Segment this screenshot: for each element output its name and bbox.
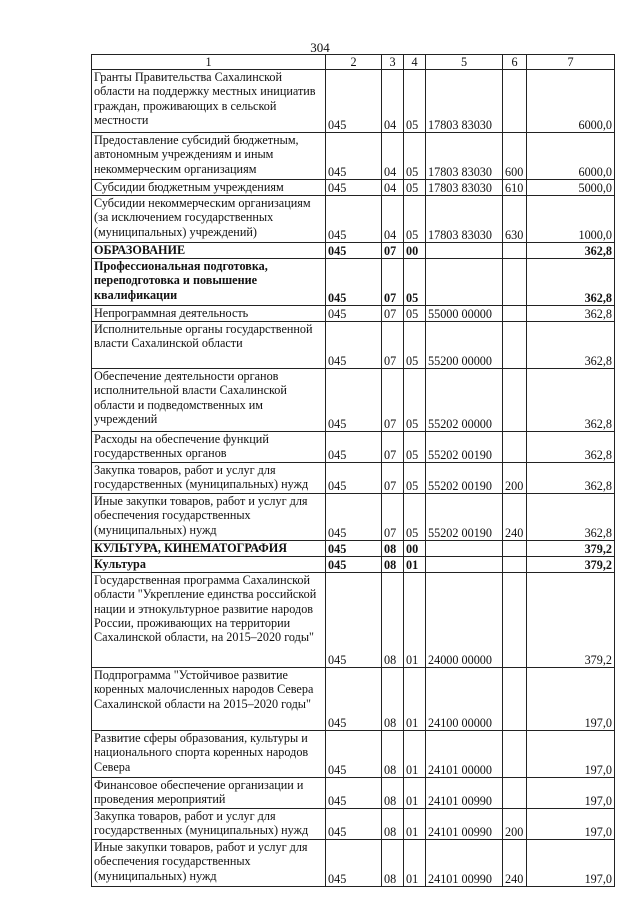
row-subsection: 05 bbox=[404, 180, 426, 196]
row-admin-code: 045 bbox=[326, 369, 382, 432]
row-target-code: 17803 83030 bbox=[426, 70, 503, 133]
table-row bbox=[92, 840, 615, 887]
table-row bbox=[92, 322, 615, 369]
row-expense-type bbox=[503, 573, 527, 668]
column-header: 4 bbox=[404, 55, 426, 70]
row-target-code: 55202 00190 bbox=[426, 463, 503, 494]
row-subsection: 01 bbox=[404, 573, 426, 668]
row-amount: 362,8 bbox=[527, 463, 615, 494]
row-amount: 362,8 bbox=[527, 243, 615, 259]
row-target-code: 24101 00990 bbox=[426, 809, 503, 840]
row-section: 08 bbox=[382, 731, 404, 778]
row-name: Иные закупки товаров, работ и услуг для обеспечения государственных (муниципальных) нужд bbox=[92, 840, 326, 887]
column-header: 5 bbox=[426, 55, 503, 70]
row-section: 07 bbox=[382, 243, 404, 259]
table-row bbox=[92, 196, 615, 243]
row-target-code: 55202 00190 bbox=[426, 494, 503, 541]
row-section: 07 bbox=[382, 259, 404, 306]
row-amount: 362,8 bbox=[527, 432, 615, 463]
row-name: Гранты Правительства Сахалинской области на поддержку местных инициатив граждан, проживающих в сельской местности bbox=[92, 70, 326, 133]
row-amount: 1000,0 bbox=[527, 196, 615, 243]
row-target-code: 24000 00000 bbox=[426, 573, 503, 668]
row-name: Непрограммная деятельность bbox=[92, 306, 326, 322]
row-admin-code: 045 bbox=[326, 668, 382, 731]
row-section: 08 bbox=[382, 809, 404, 840]
row-target-code: 55200 00000 bbox=[426, 322, 503, 369]
table-row bbox=[92, 809, 615, 840]
header-row bbox=[92, 55, 615, 70]
row-amount: 197,0 bbox=[527, 778, 615, 809]
row-section: 08 bbox=[382, 668, 404, 731]
row-section: 08 bbox=[382, 573, 404, 668]
row-expense-type: 610 bbox=[503, 180, 527, 196]
row-expense-type bbox=[503, 369, 527, 432]
row-name: Исполнительные органы государственной власти Сахалинской области bbox=[92, 322, 326, 369]
row-subsection: 05 bbox=[404, 369, 426, 432]
row-name: Субсидии некоммерческим организациям (за исключением государственных (муниципальных) учреждений) bbox=[92, 196, 326, 243]
row-subsection: 05 bbox=[404, 463, 426, 494]
row-amount: 362,8 bbox=[527, 322, 615, 369]
row-admin-code: 045 bbox=[326, 809, 382, 840]
row-admin-code: 045 bbox=[326, 840, 382, 887]
row-amount: 197,0 bbox=[527, 809, 615, 840]
row-section: 08 bbox=[382, 778, 404, 809]
row-subsection: 05 bbox=[404, 133, 426, 180]
row-admin-code: 045 bbox=[326, 306, 382, 322]
budget-table bbox=[91, 54, 615, 887]
row-admin-code: 045 bbox=[326, 557, 382, 573]
column-header: 1 bbox=[92, 55, 326, 70]
row-expense-type bbox=[503, 668, 527, 731]
row-name: Расходы на обеспечение функций государственных органов bbox=[92, 432, 326, 463]
row-subsection: 05 bbox=[404, 259, 426, 306]
row-subsection: 01 bbox=[404, 731, 426, 778]
row-target-code: 17803 83030 bbox=[426, 196, 503, 243]
row-target-code bbox=[426, 557, 503, 573]
table-row bbox=[92, 731, 615, 778]
row-section: 08 bbox=[382, 557, 404, 573]
table-row bbox=[92, 70, 615, 133]
table-row bbox=[92, 306, 615, 322]
row-section: 04 bbox=[382, 70, 404, 133]
row-name: Предоставление субсидий бюджетным, автономным учреждениям и иным некоммерческим организациям bbox=[92, 133, 326, 180]
row-amount: 197,0 bbox=[527, 668, 615, 731]
row-amount: 379,2 bbox=[527, 573, 615, 668]
row-name: КУЛЬТУРА, КИНЕМАТОГРАФИЯ bbox=[92, 541, 326, 557]
row-expense-type bbox=[503, 541, 527, 557]
row-subsection: 00 bbox=[404, 541, 426, 557]
row-section: 07 bbox=[382, 463, 404, 494]
row-admin-code: 045 bbox=[326, 573, 382, 668]
row-section: 04 bbox=[382, 196, 404, 243]
row-admin-code: 045 bbox=[326, 432, 382, 463]
row-admin-code: 045 bbox=[326, 70, 382, 133]
row-amount: 362,8 bbox=[527, 369, 615, 432]
row-name: Подпрограмма "Устойчивое развитие коренных малочисленных народов Севера Сахалинской области на 2015–2020 годы" bbox=[92, 668, 326, 731]
row-name: Государственная программа Сахалинской области "Укрепление единства российской нации и этнокультурное развитие народов России, проживающих на территории Сахалинской области, на 2015–2020 годы" bbox=[92, 573, 326, 668]
row-name: Субсидии бюджетным учреждениям bbox=[92, 180, 326, 196]
row-target-code bbox=[426, 259, 503, 306]
row-expense-type bbox=[503, 243, 527, 259]
row-amount: 197,0 bbox=[527, 731, 615, 778]
row-section: 08 bbox=[382, 840, 404, 887]
row-subsection: 05 bbox=[404, 70, 426, 133]
row-expense-type: 630 bbox=[503, 196, 527, 243]
row-amount: 6000,0 bbox=[527, 70, 615, 133]
row-name: Обеспечение деятельности органов исполнительной власти Сахалинской области и подведомственных им учреждений bbox=[92, 369, 326, 432]
row-name: ОБРАЗОВАНИЕ bbox=[92, 243, 326, 259]
table-row bbox=[92, 463, 615, 494]
row-target-code: 55000 00000 bbox=[426, 306, 503, 322]
row-subsection: 01 bbox=[404, 778, 426, 809]
row-amount: 6000,0 bbox=[527, 133, 615, 180]
row-expense-type: 240 bbox=[503, 494, 527, 541]
row-section: 08 bbox=[382, 541, 404, 557]
row-name: Иные закупки товаров, работ и услуг для обеспечения государственных (муниципальных) нужд bbox=[92, 494, 326, 541]
row-expense-type: 600 bbox=[503, 133, 527, 180]
row-target-code: 24101 00990 bbox=[426, 778, 503, 809]
row-section: 07 bbox=[382, 322, 404, 369]
row-expense-type bbox=[503, 731, 527, 778]
table-row bbox=[92, 573, 615, 668]
row-admin-code: 045 bbox=[326, 196, 382, 243]
row-expense-type bbox=[503, 259, 527, 306]
column-header: 7 bbox=[527, 55, 615, 70]
table-row bbox=[92, 259, 615, 306]
row-subsection: 01 bbox=[404, 840, 426, 887]
row-target-code: 24101 00990 bbox=[426, 840, 503, 887]
row-admin-code: 045 bbox=[326, 778, 382, 809]
row-amount: 362,8 bbox=[527, 306, 615, 322]
row-section: 07 bbox=[382, 432, 404, 463]
table-row bbox=[92, 369, 615, 432]
row-section: 07 bbox=[382, 494, 404, 541]
row-expense-type: 240 bbox=[503, 840, 527, 887]
column-header: 3 bbox=[382, 55, 404, 70]
table-row bbox=[92, 432, 615, 463]
table-row bbox=[92, 668, 615, 731]
row-expense-type bbox=[503, 70, 527, 133]
row-section: 04 bbox=[382, 133, 404, 180]
row-target-code: 55202 00000 bbox=[426, 369, 503, 432]
row-section: 04 bbox=[382, 180, 404, 196]
row-amount: 197,0 bbox=[527, 840, 615, 887]
row-subsection: 05 bbox=[404, 494, 426, 541]
row-subsection: 05 bbox=[404, 322, 426, 369]
row-target-code: 17803 83030 bbox=[426, 133, 503, 180]
row-target-code: 24100 00000 bbox=[426, 668, 503, 731]
row-admin-code: 045 bbox=[326, 180, 382, 196]
table-row bbox=[92, 133, 615, 180]
row-target-code bbox=[426, 243, 503, 259]
row-subsection: 01 bbox=[404, 668, 426, 731]
row-admin-code: 045 bbox=[326, 494, 382, 541]
row-admin-code: 045 bbox=[326, 243, 382, 259]
row-section: 07 bbox=[382, 369, 404, 432]
row-target-code: 24101 00000 bbox=[426, 731, 503, 778]
row-amount: 379,2 bbox=[527, 541, 615, 557]
row-subsection: 01 bbox=[404, 557, 426, 573]
row-admin-code: 045 bbox=[326, 322, 382, 369]
page-number: 304 bbox=[310, 40, 330, 55]
row-target-code: 17803 83030 bbox=[426, 180, 503, 196]
row-name: Финансовое обеспечение организации и проведения мероприятий bbox=[92, 778, 326, 809]
row-target-code: 55202 00190 bbox=[426, 432, 503, 463]
table-row bbox=[92, 557, 615, 573]
row-subsection: 00 bbox=[404, 243, 426, 259]
table-row bbox=[92, 494, 615, 541]
row-name: Закупка товаров, работ и услуг для государственных (муниципальных) нужд bbox=[92, 463, 326, 494]
column-header: 2 bbox=[326, 55, 382, 70]
row-admin-code: 045 bbox=[326, 731, 382, 778]
row-section: 07 bbox=[382, 306, 404, 322]
row-expense-type bbox=[503, 778, 527, 809]
row-admin-code: 045 bbox=[326, 541, 382, 557]
row-amount: 362,8 bbox=[527, 494, 615, 541]
row-amount: 362,8 bbox=[527, 259, 615, 306]
row-name: Развитие сферы образования, культуры и национального спорта коренных народов Севера bbox=[92, 731, 326, 778]
table-row bbox=[92, 243, 615, 259]
row-admin-code: 045 bbox=[326, 463, 382, 494]
row-amount: 379,2 bbox=[527, 557, 615, 573]
row-name: Профессиональная подготовка, переподготовка и повышение квалификации bbox=[92, 259, 326, 306]
row-subsection: 05 bbox=[404, 306, 426, 322]
row-expense-type bbox=[503, 322, 527, 369]
row-subsection: 05 bbox=[404, 196, 426, 243]
table-row bbox=[92, 778, 615, 809]
row-subsection: 05 bbox=[404, 432, 426, 463]
row-expense-type bbox=[503, 557, 527, 573]
row-target-code bbox=[426, 541, 503, 557]
column-header: 6 bbox=[503, 55, 527, 70]
row-expense-type: 200 bbox=[503, 463, 527, 494]
table-row bbox=[92, 180, 615, 196]
row-expense-type bbox=[503, 306, 527, 322]
row-expense-type: 200 bbox=[503, 809, 527, 840]
table-row bbox=[92, 541, 615, 557]
row-name: Закупка товаров, работ и услуг для государственных (муниципальных) нужд bbox=[92, 809, 326, 840]
row-admin-code: 045 bbox=[326, 133, 382, 180]
row-admin-code: 045 bbox=[326, 259, 382, 306]
row-expense-type bbox=[503, 432, 527, 463]
row-name: Культура bbox=[92, 557, 326, 573]
row-amount: 5000,0 bbox=[527, 180, 615, 196]
row-subsection: 01 bbox=[404, 809, 426, 840]
